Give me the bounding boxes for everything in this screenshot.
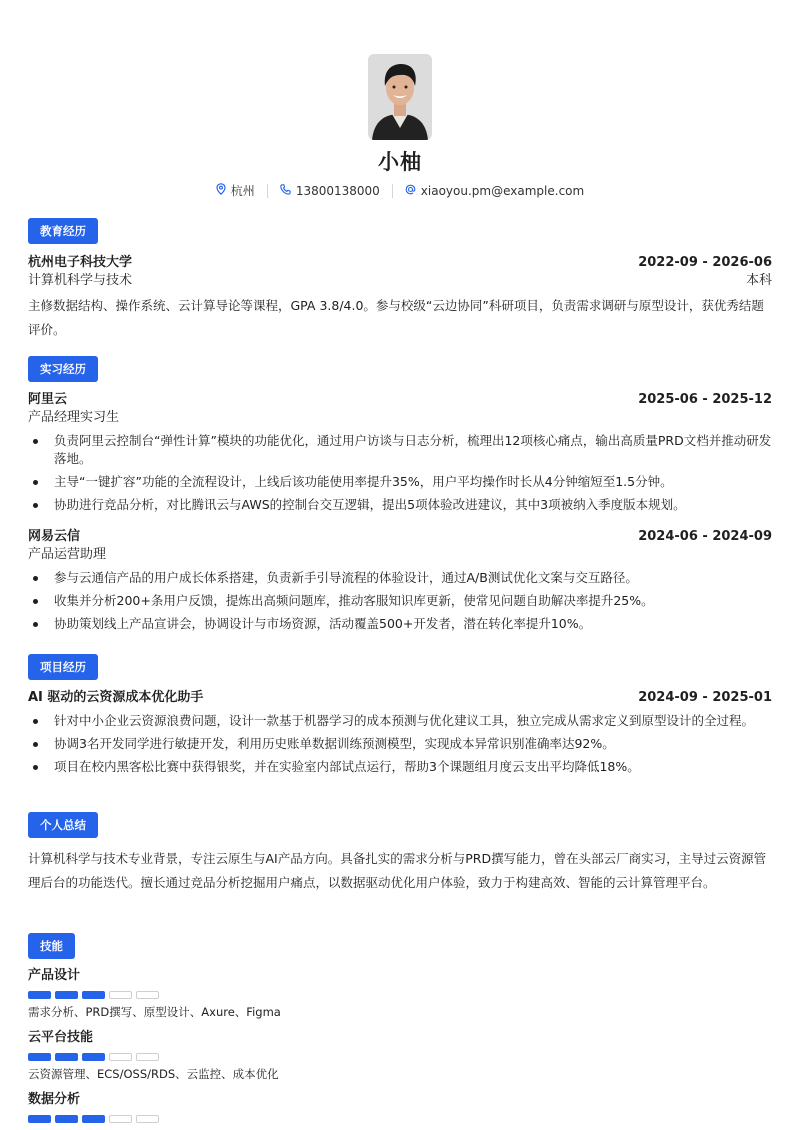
- project-header-row: [28, 689, 772, 707]
- internship-dates: 2024-06 - 2024-09: [638, 529, 772, 544]
- education-description: 主修数据结构、操作系统、云计算导论等课程，GPA 3.8/4.0。参与校级“云边协同”科研项目，负责需求调研与原型设计，获优秀结题评价。: [28, 298, 764, 337]
- internship-header-row: [28, 391, 772, 409]
- section-tag-skills: 技能: [28, 933, 75, 959]
- skill-level-empty: [109, 1053, 132, 1061]
- section-tag-internship: 实习经历: [28, 356, 98, 382]
- list-item: 负责阿里云控制台“弹性计算”模块的功能优化，通过用户访谈与日志分析，梳理出12项核心痛点，输出高质量PRD文档并推动研发落地。: [28, 432, 772, 468]
- list-item: 参与云通信产品的用户成长体系搭建，负责新手引导流程的体验设计，通过A/B测试优化文案与交互路径。: [28, 569, 772, 587]
- list-item: 收集并分析200+条用户反馈，提炼出高频问题库，推动客服知识库更新，使常见问题自助解决率提升25%。: [28, 592, 772, 610]
- internship-bullets: [28, 432, 772, 514]
- list-item: 协助进行竞品分析，对比腾讯云与AWS的控制台交互逻辑，提出5项体验改进建议，其中3项被纳入季度版本规划。: [28, 496, 772, 514]
- resume-header: [28, 0, 772, 199]
- section-tag-project: 项目经历: [28, 654, 98, 680]
- skill-level-filled: [55, 1115, 78, 1123]
- email-at-icon: [405, 183, 421, 199]
- contact-bar: [28, 183, 772, 199]
- location-pin-icon: [216, 183, 231, 199]
- education-sub-row: [28, 272, 772, 290]
- education-dates: 2022-09 - 2026-06: [638, 255, 772, 270]
- project-name: AI 驱动的云资源成本优化助手: [28, 690, 204, 705]
- skill-level-bars: [28, 1115, 772, 1123]
- school-name: 杭州电子科技大学: [28, 255, 133, 270]
- major: 计算机科学与技术: [28, 273, 133, 288]
- skill-name: 云平台技能: [28, 1030, 94, 1045]
- skill-level-filled: [55, 1053, 78, 1061]
- contact-divider: [267, 184, 268, 198]
- skill-description: 需求分析、PRD撰写、原型设计、Axure、Figma: [28, 1005, 281, 1019]
- skill-level-filled: [28, 1053, 51, 1061]
- summary-text: 计算机科学与技术专业背景，专注云原生与AI产品方向。具备扎实的需求分析与PRD撰写能力，曾在头部云厂商实习，主导过云资源管理后台的功能迭代。擅长通过竞品分析挖掘用户痛点，以数据驱动优化用户体验，致力于构建高效、智能的云计算管理平台。: [28, 851, 767, 890]
- internship-dates: 2025-06 - 2025-12: [638, 392, 772, 407]
- skill-level-empty: [136, 991, 159, 999]
- degree: 本科: [745, 273, 772, 288]
- skill-level-empty: [136, 1115, 159, 1123]
- candidate-name: 小柚: [378, 150, 422, 174]
- education-header-row: [28, 254, 772, 272]
- skill-level-bars: [28, 991, 772, 999]
- education-section: [28, 218, 772, 342]
- list-item: 协调3名开发同学进行敏捷开发，利用历史账单数据训练预测模型，实现成本异常识别准确率达92%。: [28, 735, 772, 753]
- internship-header-row: [28, 528, 772, 546]
- email-item: [405, 183, 584, 199]
- skill-level-bars: [28, 1053, 772, 1061]
- section-tag-education: 教育经历: [28, 218, 98, 244]
- skill-level-filled: [82, 991, 105, 999]
- skill-level-empty: [109, 1115, 132, 1123]
- internship-section: [28, 356, 772, 633]
- avatar: [368, 54, 432, 140]
- skills-section: [28, 933, 772, 1123]
- skill-item: [28, 1029, 772, 1082]
- project-dates: 2024-09 - 2025-01: [638, 690, 772, 705]
- company-name: 阿里云: [28, 392, 68, 407]
- contact-divider: [392, 184, 393, 198]
- list-item: 主导“一键扩容”功能的全流程设计，上线后该功能使用率提升35%，用户平均操作时长从4分钟缩短至1.5分钟。: [28, 473, 772, 491]
- location-item: [216, 183, 255, 199]
- location-text: 杭州: [230, 184, 255, 198]
- project-bullets: [28, 712, 772, 776]
- skill-level-empty: [109, 991, 132, 999]
- skill-level-filled: [28, 1115, 51, 1123]
- skill-item: [28, 967, 772, 1020]
- internship-role: 产品经理实习生: [28, 410, 120, 425]
- skill-name: 产品设计: [28, 968, 81, 983]
- summary-section: [28, 812, 772, 895]
- skill-description: 云资源管理、ECS/OSS/RDS、云监控、成本优化: [28, 1067, 279, 1081]
- skill-level-filled: [82, 1115, 105, 1123]
- company-name: 网易云信: [28, 529, 81, 544]
- section-tag-summary: 个人总结: [28, 812, 98, 838]
- internship-role: 产品运营助理: [28, 547, 107, 562]
- skill-level-filled: [55, 991, 78, 999]
- project-section: [28, 654, 772, 776]
- skill-level-filled: [82, 1053, 105, 1061]
- list-item: 协助策划线上产品宣讲会，协调设计与市场资源，活动覆盖500+开发者，潜在转化率提升10%。: [28, 615, 772, 633]
- list-item: 针对中小企业云资源浪费问题，设计一款基于机器学习的成本预测与优化建议工具，独立完成从需求定义到原型设计的全过程。: [28, 712, 772, 730]
- phone-text[interactable]: 13800138000: [295, 184, 380, 198]
- skill-item: [28, 1091, 772, 1123]
- skill-name: 数据分析: [28, 1092, 81, 1107]
- email-text[interactable]: xiaoyou.pm@example.com: [420, 184, 585, 198]
- skill-level-filled: [28, 991, 51, 999]
- internship-bullets: [28, 569, 772, 633]
- list-item: 项目在校内黑客松比赛中获得银奖，并在实验室内部试点运行，帮助3个课题组月度云支出平均降低18%。: [28, 758, 772, 776]
- phone-item: [280, 183, 380, 199]
- phone-icon: [280, 183, 296, 199]
- skill-level-empty: [136, 1053, 159, 1061]
